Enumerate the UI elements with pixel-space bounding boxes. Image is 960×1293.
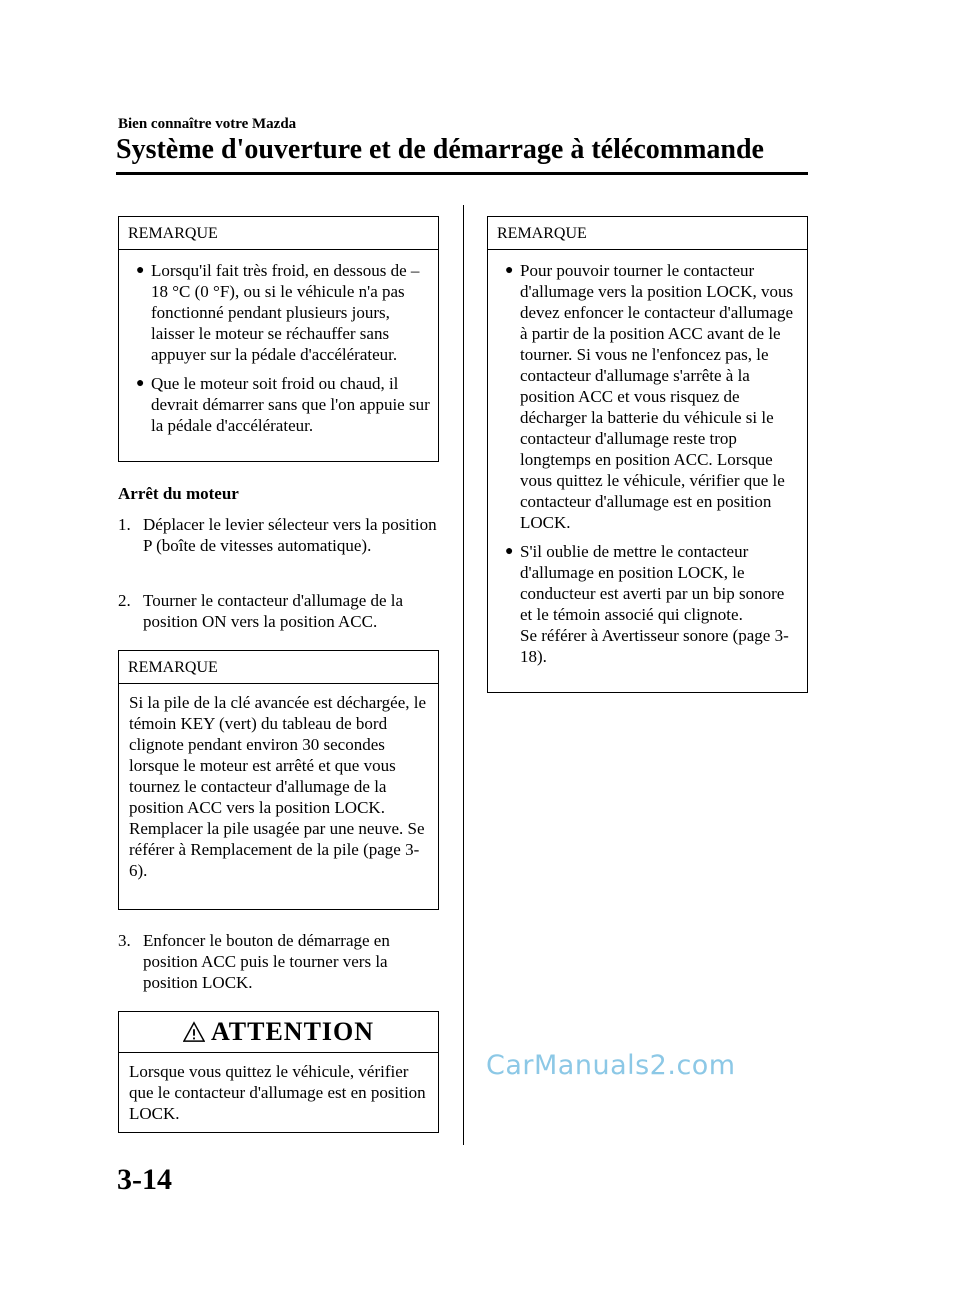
note-box-1-label: REMARQUE [119,217,438,250]
step-3: 3. Enfoncer le bouton de démarrage en position ACC puis le tourner vers la position LOCK. [118,931,390,992]
page-title: Système d'ouverture et de démarrage à télécommande [116,134,764,165]
cross-reference: Se référer à Avertisseur sonore (page 3-18). [520,626,789,666]
note-box-2-label: REMARQUE [119,651,438,684]
list-item: ● Que le moteur soit froid ou chaud, il devrait démarrer sans que l'on appuie sur la pédale d'accélérateur. [136,374,430,435]
warning-icon [183,1021,205,1043]
note-box-2-text: Si la pile de la clé avancée est déchargée, le témoin KEY (vert) du tableau de bord clignote pendant environ 30 secondes lorsque le moteur est arrêté et que vous tournez le contacteur d'allumage de la position ACC vers la position LOCK. Remplacer la pile usagée par une neuve. Se référer à Remplacement de la pile (page 3-6). [129,693,427,880]
column-divider [463,205,464,1145]
list-item: ● S'il oublie de mettre le contacteur d'allumage en position LOCK, le conducteur est averti par un bip sonore et le témoin associé qui clignote. Se référer à Avertisseur sonore (page 3-18). [505,542,789,666]
page-number: 3-14 [117,1163,172,1196]
note-box-2 [118,650,439,910]
step-2: 2. Tourner le contacteur d'allumage de la position ON vers la position ACC. [118,591,404,631]
bullet-icon: ● [136,376,145,391]
note-box-1 [118,216,439,462]
section-label: Bien connaître votre Mazda [118,116,297,132]
list-item: ● Lorsqu'il fait très froid, en dessous de –18 °C (0 °F), ou si le véhicule n'a pas fonctionné pendant plusieurs jours, laisser le moteur se réchauffer sans appuyer sur la pédale d'accélérateur. [136,261,420,364]
note-box-3-label: REMARQUE [488,217,807,250]
attention-label: ATTENTION [210,1017,375,1046]
note-box-3 [487,216,808,693]
bullet-icon: ● [505,544,514,559]
attention-box [118,1011,439,1133]
section-subheading: Arrêt du moteur [118,484,239,503]
title-rule [116,172,808,175]
watermark: CarManuals2.com [486,1050,736,1081]
attention-text: Lorsque vous quittez le véhicule, vérifier que le contacteur d'allumage est en position LOCK. [129,1062,426,1123]
bullet-icon: ● [505,263,514,278]
list-item: ● Pour pouvoir tourner le contacteur d'allumage vers la position LOCK, vous devez enfoncer le contacteur d'allumage à partir de la position ACC avant de le tourner. Si vous ne l'enfoncez pas, le contacteur d'allumage s'arrête à la position ACC et vous risquez de décharger la batterie du véhicule si le contacteur d'allumage reste trop longtemps en position ACC. Lorsque vous quittez le véhicule, vérifier que le contacteur d'allumage est en position LOCK. [505,261,794,532]
bullet-icon: ● [136,263,145,278]
step-1: 1. Déplacer le levier sélecteur vers la position P (boîte de vitesses automatique). [118,515,437,555]
